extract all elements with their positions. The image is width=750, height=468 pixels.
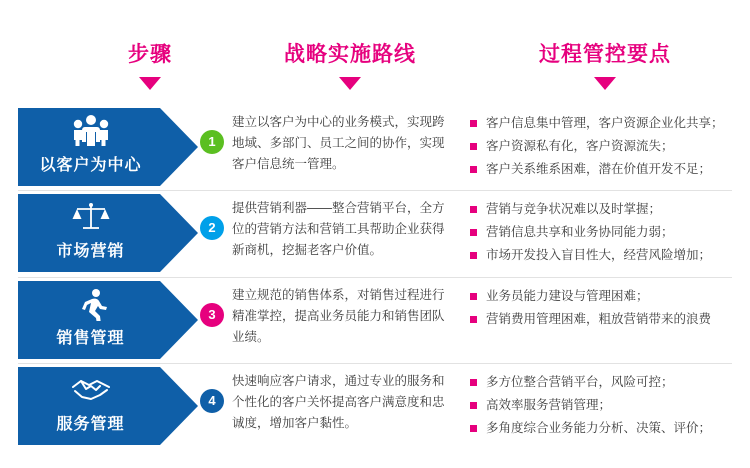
bullet-square-icon (470, 316, 477, 323)
bullet-square-icon (470, 166, 477, 173)
triangle-down-icon (339, 77, 361, 90)
stage-description: 快速响应客户请求，通过专业的服务和个性化的客户关怀提高客户满意度和忠诚度，增加客户黏性。 (232, 374, 445, 430)
list-item-text: 营销信息共享和业务协同能力弱； (486, 225, 674, 239)
list-item-text: 业务员能力建设与管理困难； (486, 289, 649, 303)
header-column-control (490, 38, 720, 90)
stage-label: 销售管理 (56, 330, 125, 347)
bullet-square-icon (470, 120, 477, 127)
step-number-2: 2 (200, 216, 224, 240)
control-points-list (470, 112, 740, 181)
stage-arrow-service (18, 367, 198, 445)
header-title: 过程管控要点 (539, 43, 671, 66)
list-item (470, 308, 740, 331)
list-item (470, 244, 740, 267)
list-item (470, 135, 740, 158)
list-item (470, 394, 740, 417)
bullet-square-icon (470, 425, 477, 432)
stage-description: 建立以客户为中心的业务模式，实现跨地域、多部门、员工之间的协作，实现客户信息统一管理。 (232, 115, 445, 171)
list-item (470, 221, 740, 244)
stage-description: 提供营销利器——整合营销平台，全方位的营销方法和营销工具帮助企业获得新商机，挖掘老客户价值。 (232, 201, 445, 257)
header-column-strategy (230, 38, 470, 90)
row-divider (18, 190, 732, 191)
list-item-text: 营销与竞争状况难以及时掌握； (486, 202, 662, 216)
stage-label: 市场营销 (56, 243, 125, 260)
bullet-square-icon (470, 252, 477, 259)
list-item (470, 112, 740, 135)
stage-label: 服务管理 (56, 416, 125, 433)
bullet-square-icon (470, 379, 477, 386)
control-points-list (470, 371, 740, 440)
step-number-3: 3 (200, 303, 224, 327)
bullet-square-icon (470, 229, 477, 236)
handshake-icon (18, 373, 163, 410)
row-divider (18, 363, 732, 364)
stage-arrow-marketing (18, 194, 198, 272)
stage-row (0, 281, 750, 365)
stage-row (0, 108, 750, 192)
list-item (470, 371, 740, 394)
header-row (0, 0, 750, 92)
list-item (470, 158, 740, 181)
header-title: 战略实施路线 (284, 43, 416, 66)
list-item-text: 客户关系维系困难，潜在价值开发不足； (486, 162, 712, 176)
step-number-4: 4 (200, 389, 224, 413)
stage-arrow-sales (18, 281, 198, 359)
triangle-down-icon (139, 77, 161, 90)
list-item-text: 客户资源私有化，客户资源流失； (486, 139, 674, 153)
header-title: 步骤 (128, 43, 172, 66)
bullet-square-icon (470, 143, 477, 150)
bullet-square-icon (470, 402, 477, 409)
stage-row (0, 194, 750, 278)
list-item-text: 营销费用管理困难，粗放营销带来的浪费 (486, 312, 712, 326)
control-points-list (470, 198, 740, 267)
runner-icon (18, 287, 163, 326)
row-divider (18, 277, 732, 278)
step-number-1: 1 (200, 130, 224, 154)
bullet-square-icon (470, 293, 477, 300)
control-points-list (470, 285, 740, 331)
list-item (470, 285, 740, 308)
list-item-text: 多角度综合业务能力分析、决策、评价； (486, 421, 712, 435)
stage-arrow-customer-centric (18, 108, 198, 186)
list-item-text: 市场开发投入盲目性大，经营风险增加； (486, 248, 712, 262)
bullet-square-icon (470, 206, 477, 213)
list-item-text: 客户信息集中管理，客户资源企业化共享； (486, 116, 724, 130)
header-column-steps (60, 38, 240, 90)
list-item-text: 多方位整合营销平台，风险可控； (486, 375, 674, 389)
stage-description: 建立规范的销售体系，对销售过程进行精准掌控，提高业务员能力和销售团队业绩。 (232, 288, 445, 344)
triangle-down-icon (594, 77, 616, 90)
scales-icon (18, 200, 163, 239)
people-icon (18, 114, 163, 153)
stage-row (0, 367, 750, 451)
list-item (470, 198, 740, 221)
stage-label: 以客户为中心 (39, 157, 142, 174)
list-item-text: 高效率服务营销管理； (486, 398, 612, 412)
list-item (470, 417, 740, 440)
